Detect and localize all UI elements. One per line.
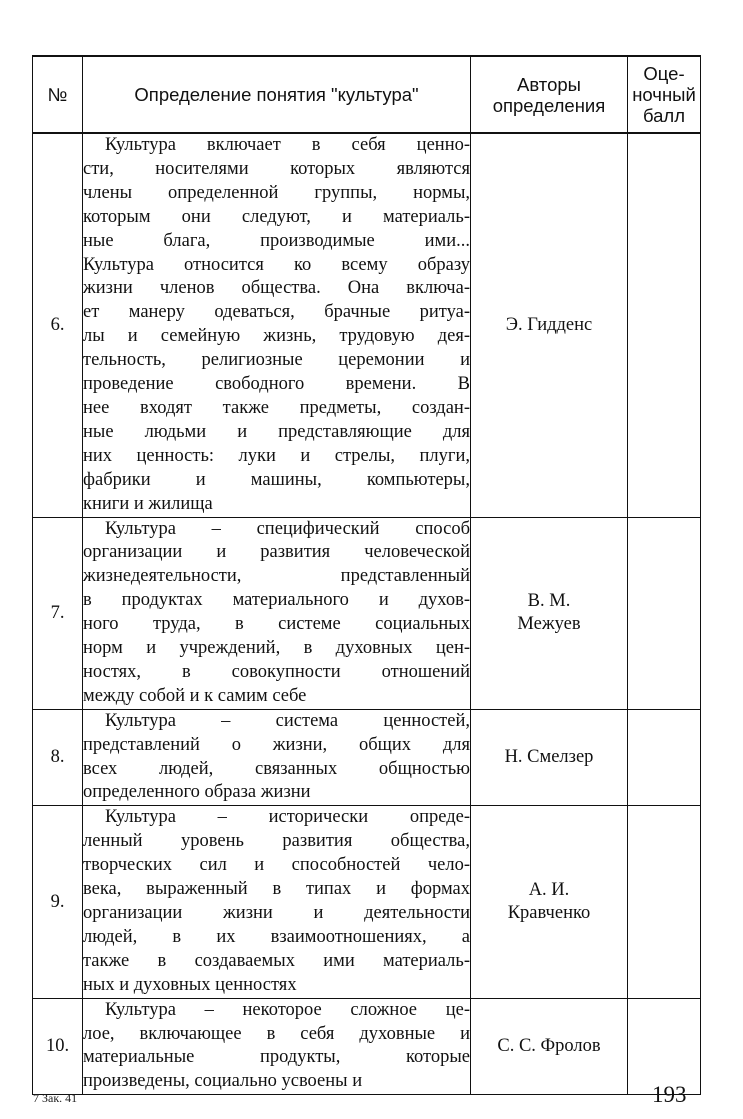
definition-line: ных и духовных ценностях [83, 974, 297, 995]
row-number: 9. [33, 806, 83, 998]
score-cell [628, 517, 701, 709]
definition-line: лы и семейную жизнь, трудовую дея- [83, 326, 470, 347]
definition-line: ностях, в совокупности отношений [83, 661, 470, 682]
table-header-row [33, 56, 701, 133]
definition-line: фабрики и машины, компьютеры, [83, 469, 470, 490]
definition-cell [83, 806, 471, 998]
row-number: 10. [33, 998, 83, 1095]
author-cell [471, 709, 628, 806]
author-name-line1: С. С. Фролов [497, 1035, 601, 1056]
definitions-table [32, 55, 701, 1095]
definition-line: произведены, социально усвоены и [83, 1071, 363, 1092]
row-number: 7. [33, 517, 83, 709]
definition-line: ного труда, в системе социальных [83, 614, 470, 635]
definition-line: Культура – специфический способ [105, 518, 470, 539]
author-name-line1: А. И. [528, 880, 570, 900]
definition-line: организации жизни и деятельности [83, 903, 470, 923]
definition-line: члены определенной группы, нормы, [83, 182, 470, 203]
score-cell [628, 998, 701, 1095]
definition-line: которым они следуют, и материаль- [83, 206, 470, 227]
header-score [628, 56, 701, 133]
table-row [33, 998, 701, 1095]
definition-cell [83, 998, 471, 1095]
definition-line: ленный уровень развития общества, [83, 831, 470, 852]
table-row [33, 133, 701, 517]
definition-line: определенного образа жизни [83, 782, 311, 803]
printer-signature: 7 Зак. 41 [33, 1091, 78, 1105]
definition-line: проведение свободного времени. В [83, 374, 470, 395]
author-name-line2: Кравченко [507, 903, 591, 923]
table-row [33, 709, 701, 806]
definition-line: Культура относится ко всему образу [83, 254, 470, 275]
header-authors [471, 56, 628, 133]
author-cell [471, 998, 628, 1095]
definition-line: Культура – исторически опреде- [105, 807, 470, 828]
author-name-line2: Межуев [517, 614, 581, 635]
definition-line: также в создаваемых ими материаль- [83, 950, 470, 971]
table-row [33, 517, 701, 709]
header-authors-line2: определения [492, 94, 606, 116]
definition-line: тельность, религиозные церемонии и [83, 350, 470, 371]
definition-line: века, выраженный в типах и формах [83, 879, 470, 900]
row-number: 8. [33, 709, 83, 806]
definition-line: Культура – система ценностей, [105, 710, 470, 731]
score-cell [628, 709, 701, 806]
score-cell [628, 806, 701, 998]
definition-line: книги и жилища [83, 493, 213, 514]
definition-line: Культура – некоторое сложное це- [105, 999, 470, 1020]
definition-cell [83, 517, 471, 709]
definition-line: ные людьми и представляющие для [83, 421, 470, 442]
header-number: № [33, 56, 83, 133]
author-name-line1: Э. Гидденс [505, 314, 593, 335]
header-score-line2: ночный [632, 84, 696, 105]
definition-line: ет манеру одеваться, брачные ритуа- [83, 302, 470, 323]
header-authors-line1: Авторы [517, 73, 581, 95]
definition-line: организации и развития человеческой [83, 542, 470, 563]
definition-line: жизнедеятельности, представленный [83, 566, 470, 587]
definition-line: них ценность: луки и стрелы, плуги, [83, 445, 470, 466]
header-score-line1: Оце- [643, 63, 685, 84]
header-definition: Определение понятия "культура" [83, 56, 471, 133]
author-cell [471, 517, 628, 709]
definition-line: жизни членов общества. Она включа- [83, 278, 470, 299]
definition-line: ные блага, производимые ими... [83, 230, 470, 251]
definition-cell [83, 709, 471, 806]
row-number: 6. [33, 133, 83, 517]
definition-line: Культура включает в себя ценно- [105, 135, 470, 155]
definition-line: лое, включающее в себя духовные и [83, 1023, 470, 1044]
author-cell [471, 133, 628, 517]
author-cell [471, 806, 628, 998]
author-name-line1: В. М. [527, 591, 571, 612]
definition-cell [83, 133, 471, 517]
page-number: 193 [652, 1082, 687, 1107]
definition-line: в продуктах материального и духов- [83, 590, 470, 611]
table-row [33, 806, 701, 998]
header-score-line3: балл [642, 105, 686, 126]
definition-line: представлений о жизни, общих для [83, 734, 470, 755]
author-name-line1: Н. Смелзер [504, 747, 594, 768]
definition-line: творческих сил и способностей чело- [83, 855, 470, 876]
score-cell [628, 133, 701, 517]
definition-line: сти, носителями которых являются [83, 158, 470, 179]
definition-line: нее входят также предметы, создан- [83, 397, 470, 418]
definition-line: всех людей, связанных общностью [83, 758, 470, 779]
definition-line: между собой и к самим себе [83, 685, 307, 706]
definition-line: норм и учреждений, в духовных цен- [83, 638, 470, 659]
definition-line: людей, в их взаимоотношениях, а [83, 926, 470, 947]
definition-line: материальные продукты, которые [83, 1047, 470, 1068]
table-body [33, 133, 701, 1095]
